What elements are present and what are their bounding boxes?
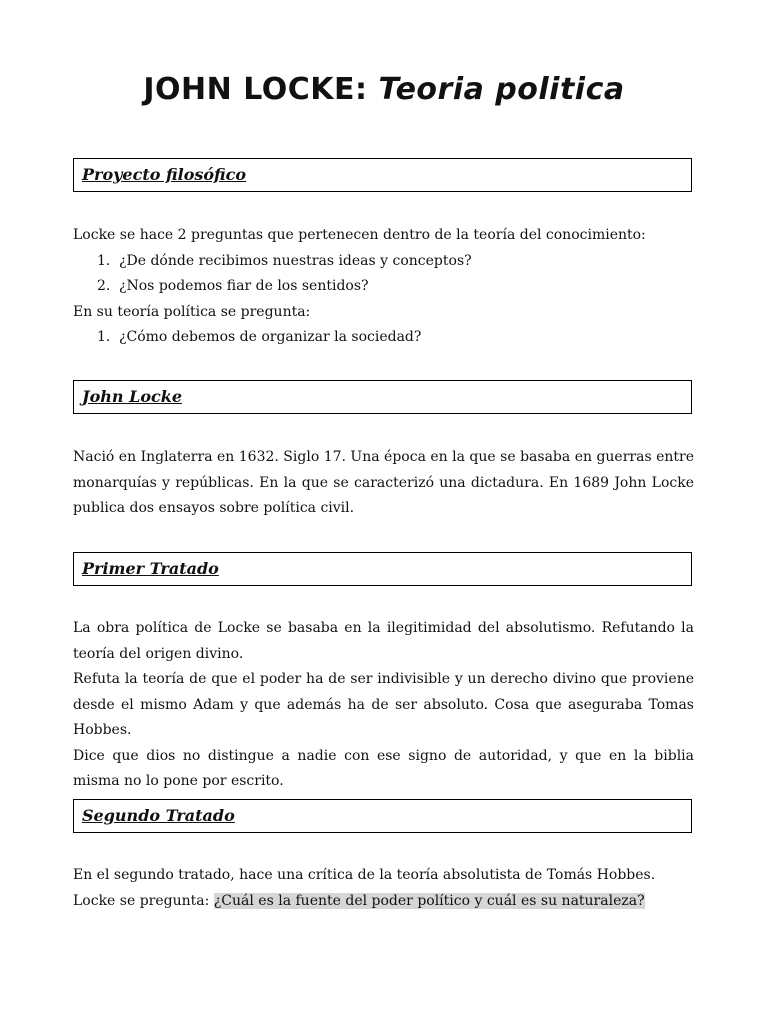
- paragraph: Dice que dios no distingue a nadie con ese signo de autoridad, y que en la biblia misma no lo pone por escrito.: [73, 747, 694, 789]
- paragraph: La obra política de Locke se basaba en la ilegitimidad del absolutismo. Refutando la teoría del origen divino.: [73, 620, 694, 662]
- intro-text-2: En su teoría política se pregunta:: [73, 303, 311, 320]
- title-part1: JOHN LOCKE:: [143, 72, 368, 107]
- highlighted-question: ¿Cuál es la fuente del poder político y cuál es su naturaleza?: [213, 892, 645, 909]
- section-heading-segundo-tratado: Segundo Tratado: [82, 806, 235, 825]
- paragraph: En el segundo tratado, hace una crítica de la teoría absolutista de Tomás Hobbes.: [73, 867, 656, 883]
- section-heading-john-locke: John Locke: [82, 387, 183, 406]
- page-title: [0, 72, 768, 107]
- question-list-2: [73, 325, 694, 351]
- paragraph-john-locke: Nació en Inglaterra en 1632. Siglo 17. Una época en la que se basaba en guerras entre monarquías y repúblicas. En la que se caracterizó una dictadura. En 1689 John Locke publica dos ensayos sobre política civil.: [73, 449, 694, 516]
- section-heading-box-primer-tratado: [73, 552, 692, 586]
- section-body-primer-tratado: [73, 616, 694, 795]
- list-item: 2. ¿Nos podemos fiar de los sentidos?: [97, 278, 369, 294]
- section-heading-box-proyecto: [73, 158, 692, 192]
- section-heading-box-john-locke: [73, 380, 692, 414]
- list-item: 1. ¿De dónde recibimos nuestras ideas y conceptos?: [97, 252, 472, 269]
- title-part2: Teoria politica: [378, 72, 625, 107]
- section-heading-proyecto: Proyecto filosófico: [82, 165, 247, 184]
- question-prefix: Locke se pregunta:: [73, 892, 210, 909]
- section-heading-box-segundo-tratado: [73, 799, 692, 833]
- paragraph: Refuta la teoría de que el poder ha de ser indivisible y un derecho divino que proviene desde el mismo Adam y que además ha de ser absoluto. Cosa que aseguraba Tomas Hobbes.: [73, 671, 694, 738]
- question-list-1: [73, 249, 694, 300]
- paragraph: [73, 889, 694, 915]
- section-body-proyecto: [73, 223, 694, 351]
- section-body-segundo-tratado: [73, 863, 694, 914]
- section-heading-primer-tratado: Primer Tratado: [82, 559, 219, 578]
- intro-text: Locke se hace 2 preguntas que pertenecen dentro de la teoría del conocimiento:: [73, 227, 646, 243]
- list-item: 1. ¿Cómo debemos de organizar la sociedad?: [97, 329, 422, 345]
